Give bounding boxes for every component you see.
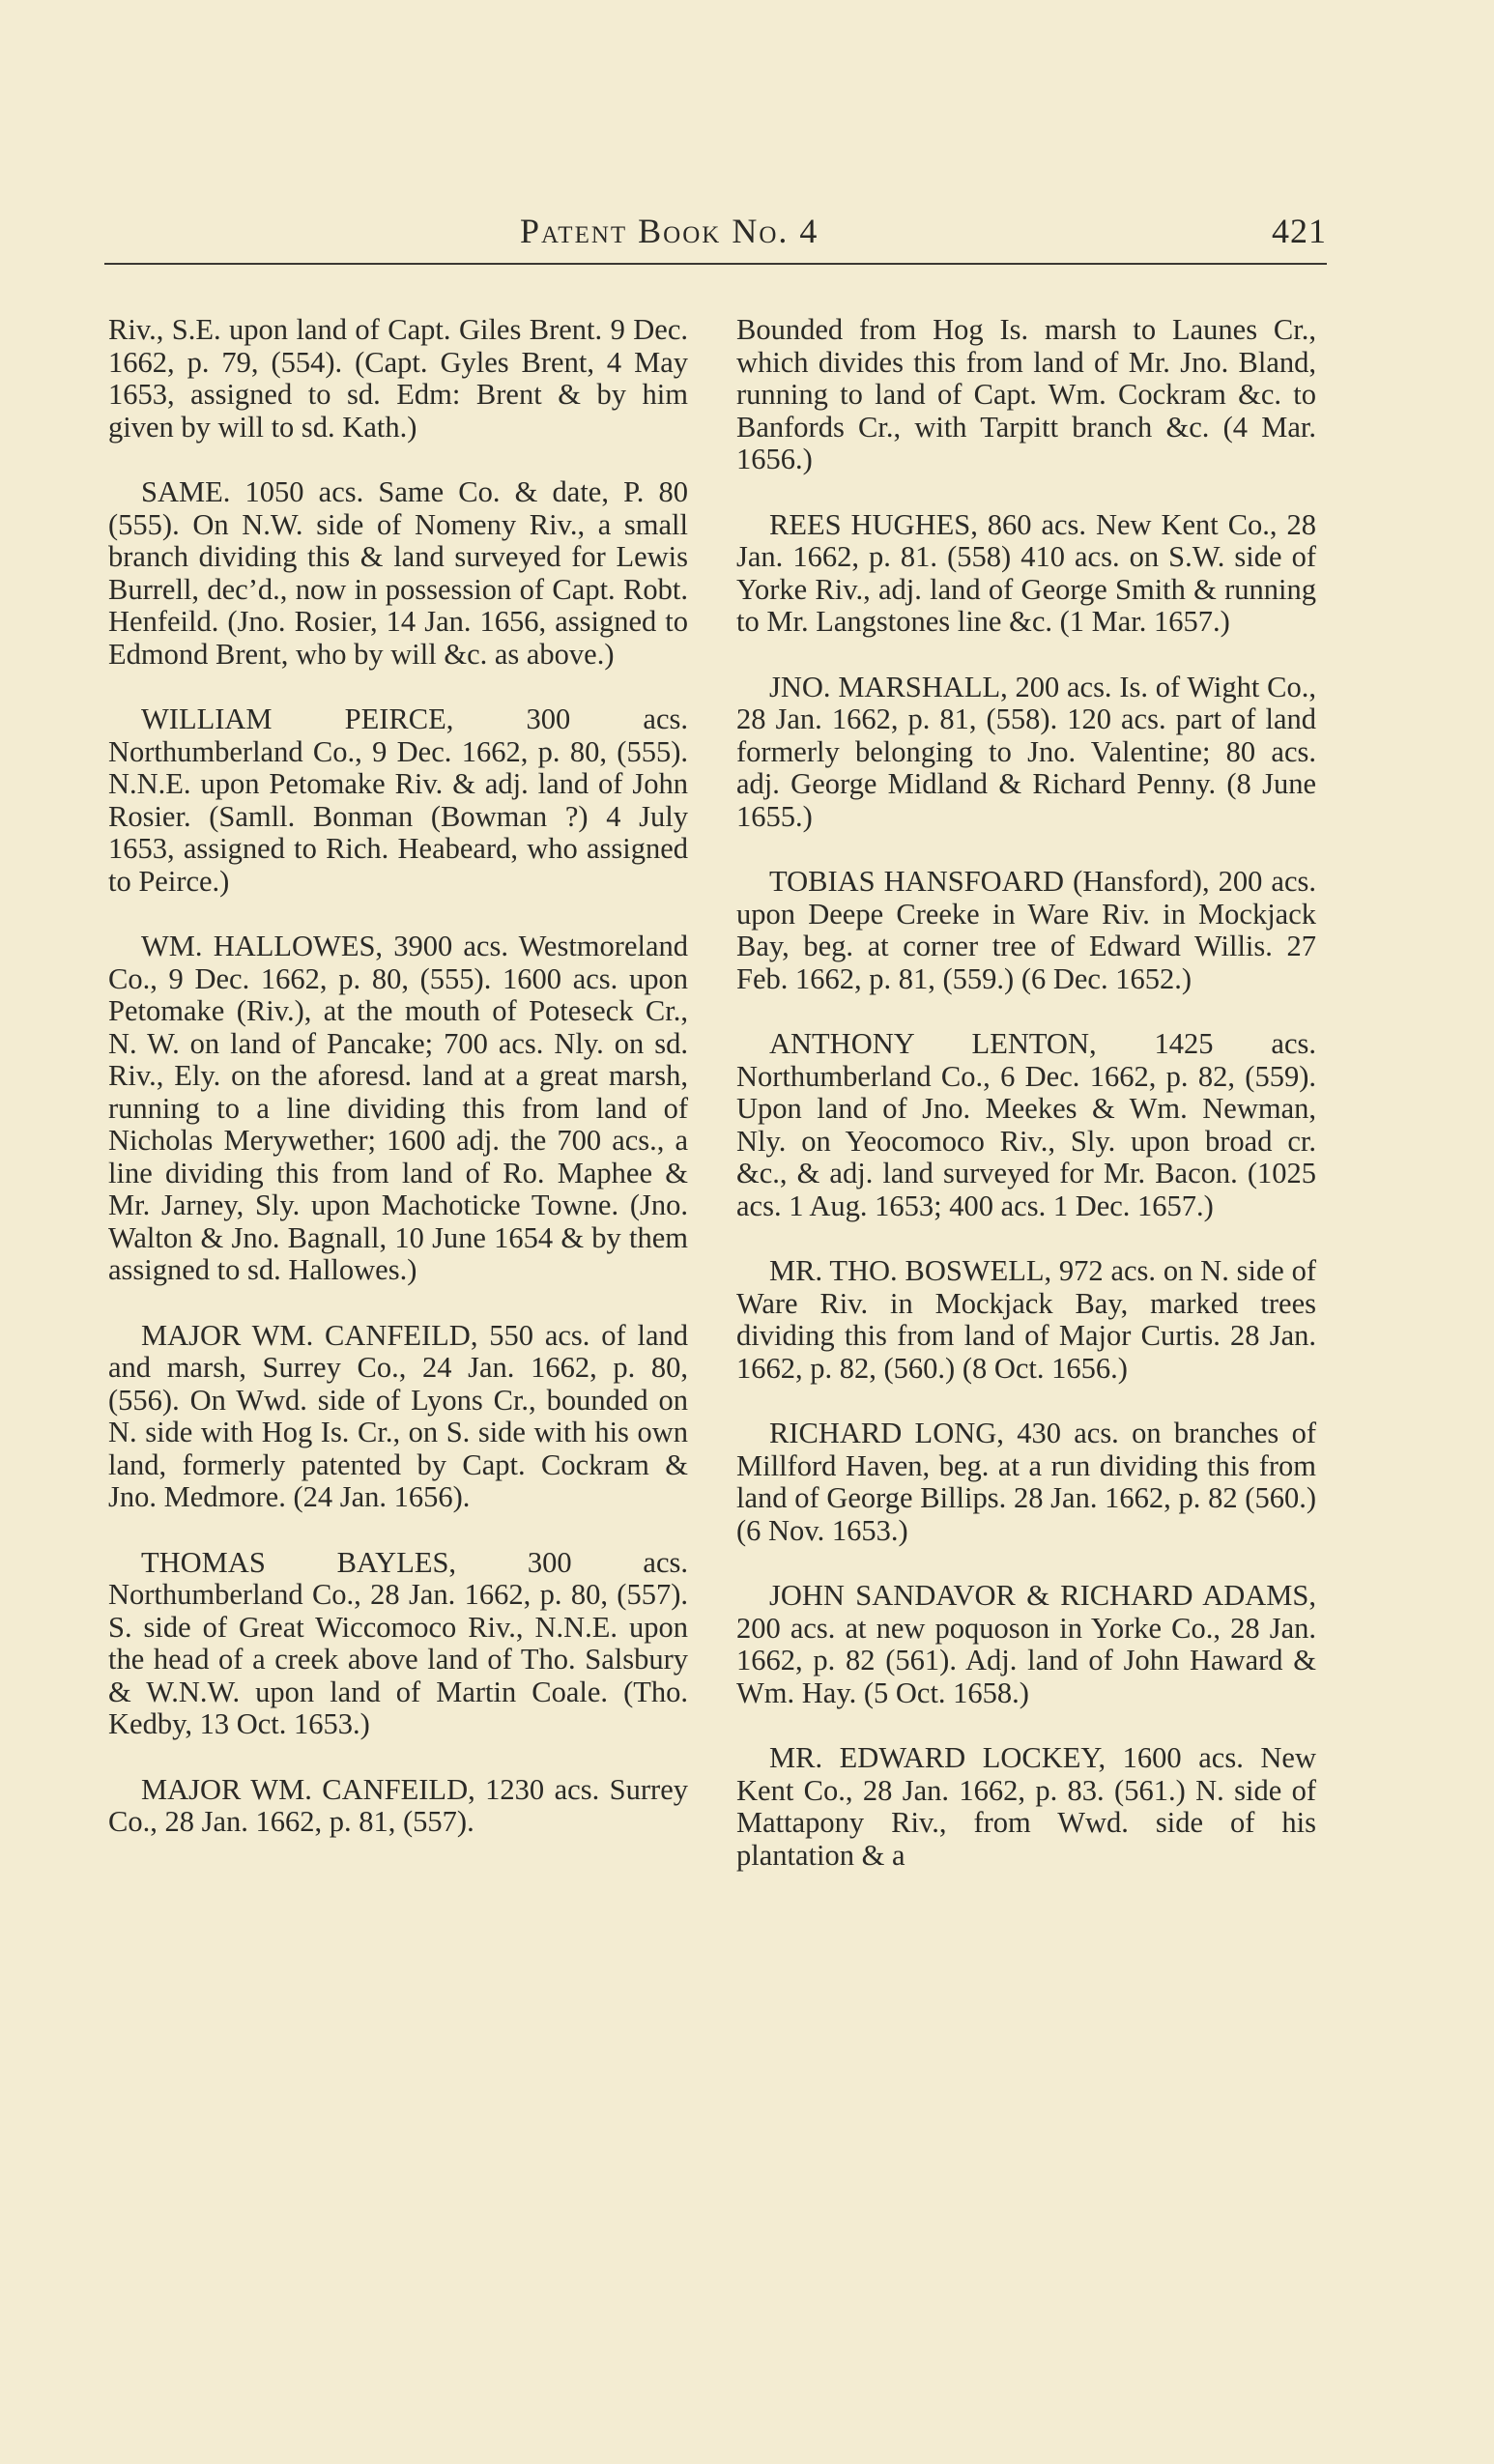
patent-entry: JNO. MARSHALL, 200 acs. Is. of Wight Co., 28 Jan. 1662, p. 81, (558). 120 acs. part of land formerly belonging to Jno. Valentine; 80 acs. adj. George Midland & Richard Penny. (8 June 1655.) — [736, 670, 1316, 833]
page-header — [104, 211, 1327, 259]
patent-entry: Riv., S.E. upon land of Capt. Giles Brent. 9 Dec. 1662, p. 79, (554). (Capt. Gyles Brent, 4 May 1653, assigned to sd. Edm: Brent & by him given by will to sd. Kath.) — [108, 313, 688, 444]
patent-entry: SAME. 1050 acs. Same Co. & date, P. 80 (555). On N.W. side of Nomeny Riv., a small branch dividing this & land surveyed for Lewis Burrell, dec’d., now in possession of Capt. Robt. Henfeild. (Jno. Rosier, 14 Jan. 1656, assigned to Edmond Brent, who by will &c. as above.) — [108, 475, 688, 671]
patent-entry: Bounded from Hog Is. marsh to Launes Cr., which divides this from land of Mr. Jno. Bland, running to land of Capt. Wm. Cockram &c. to Banfords Cr., with Tarpitt branch &c. (4 Mar. 1656.) — [736, 313, 1316, 475]
patent-entry: RICHARD LONG, 430 acs. on branches of Millford Haven, beg. at a run dividing this from land of George Billips. 28 Jan. 1662, p. 82 (560.) (6 Nov. 1653.) — [736, 1417, 1316, 1547]
patent-entry: WILLIAM PEIRCE, 300 acs. Northumberland Co., 9 Dec. 1662, p. 80, (555). N.N.E. upon Petomake Riv. & adj. land of John Rosier. (Samll. Bonman (Bowman ?) 4 July 1653, assigned to Rich. Heabeard, who assigned to Peirce.) — [108, 702, 688, 898]
patent-entry: MAJOR WM. CANFEILD, 1230 acs. Surrey Co., 28 Jan. 1662, p. 81, (557). — [108, 1772, 688, 1838]
right-column — [736, 314, 1316, 1905]
header-rule — [104, 263, 1327, 265]
patent-entry: MAJOR WM. CANFEILD, 550 acs. of land and marsh, Surrey Co., 24 Jan. 1662, p. 80, (556). On Wwd. side of Lyons Cr., bounded on N. side with Hog Is. Cr., on S. side with his own land, formerly patented by Capt. Cockram & Jno. Medmore. (24 Jan. 1656). — [108, 1318, 688, 1513]
page-number: 421 — [1272, 212, 1327, 250]
patent-entry: WM. HALLOWES, 3900 acs. Westmoreland Co., 9 Dec. 1662, p. 80, (555). 1600 acs. upon Petomake (Riv.), at the mouth of Poteseck Cr., N. W. on land of Pancake; 700 acs. Nly. on sd. Riv., Ely. on the aforesd. land at a great marsh, running to a line dividing this from land of Nicholas Merywether; 1600 adj. the 700 acs., a line dividing this from land of Ro. Maphee & Mr. Jarney, Sly. upon Machoticke Towne. (Jno. Walton & Jno. Bagnall, 10 June 1654 & by them assigned to sd. Hallowes.) — [108, 930, 688, 1286]
patent-entry: ANTHONY LENTON, 1425 acs. Northumberland Co., 6 Dec. 1662, p. 82, (559). Upon land of Jno. Meekes & Wm. Newman, Nly. on Yeocomoco Riv., Sly. upon broad cr. &c., & adj. land surveyed for Mr. Bacon. (1025 acs. 1 Aug. 1653; 400 acs. 1 Dec. 1657.) — [736, 1027, 1316, 1222]
patent-entry: TOBIAS HANSFOARD (Hansford), 200 acs. upon Deepe Creeke in Ware Riv. in Mockjack Bay, beg. at corner tree of Edward Willis. 27 Feb. 1662, p. 81, (559.) (6 Dec. 1652.) — [736, 865, 1316, 995]
patent-entry: MR. EDWARD LOCKEY, 1600 acs. New Kent Co., 28 Jan. 1662, p. 83. (561.) N. side of Mattapony Riv., from Wwd. side of his plantation & a — [736, 1741, 1316, 1872]
patent-entry: THOMAS BAYLES, 300 acs. Northumberland Co., 28 Jan. 1662, p. 80, (557). S. side of Great Wiccomoco Riv., N.N.E. upon the head of a creek above land of Tho. Salsbury & W.N.W. upon land of Martin Coale. (Tho. Kedby, 13 Oct. 1653.) — [108, 1545, 688, 1740]
patent-entry: MR. THO. BOSWELL, 972 acs. on N. side of Ware Riv. in Mockjack Bay, marked trees dividing this from land of Major Curtis. 28 Jan. 1662, p. 82, (560.) (8 Oct. 1656.) — [736, 1254, 1316, 1385]
patent-entry: REES HUGHES, 860 acs. New Kent Co., 28 Jan. 1662, p. 81. (558) 410 acs. on S.W. side of Yorke Riv., adj. land of George Smith & running to Mr. Langstones line &c. (1 Mar. 1657.) — [736, 507, 1316, 638]
patent-entry: JOHN SANDAVOR & RICHARD ADAMS, 200 acs. at new poquoson in Yorke Co., 28 Jan. 1662, p. 82 (561). Adj. land of John Haward & Wm. Hay. (5 Oct. 1658.) — [736, 1579, 1316, 1709]
running-head: Patent Book No. 4 — [520, 212, 819, 250]
left-column — [108, 314, 688, 1872]
